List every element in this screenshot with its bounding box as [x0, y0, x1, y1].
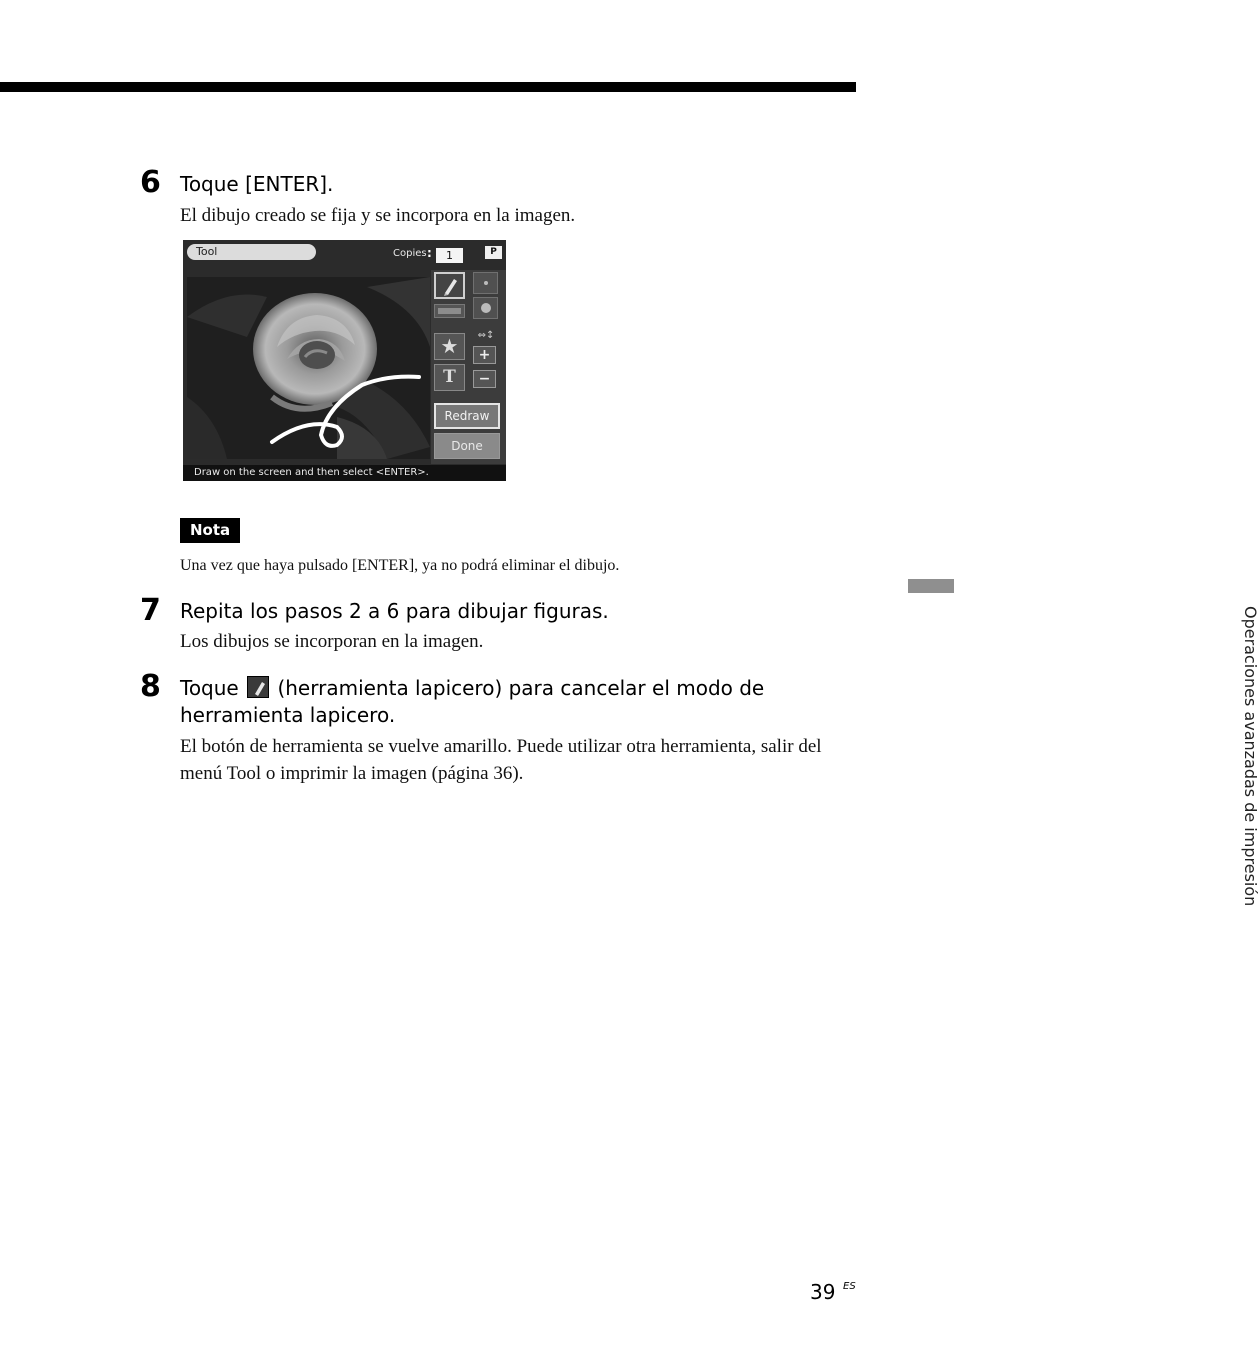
stamp-tool-button[interactable] — [434, 333, 465, 360]
page-language: ES — [843, 1281, 856, 1292]
step-8-number: 8 — [140, 669, 161, 704]
thick-line-button[interactable] — [473, 297, 498, 319]
small-dot-icon — [484, 281, 488, 285]
top-rule — [0, 82, 856, 92]
done-button[interactable]: Done — [434, 433, 500, 459]
tool-side-panel — [431, 270, 506, 464]
step-7-title: Repita los pasos 2 a 6 para dibujar figuras. — [180, 599, 609, 623]
reduce-button[interactable] — [473, 370, 496, 388]
large-dot-icon — [481, 303, 491, 313]
printer-screen-screenshot — [183, 240, 506, 481]
step-7-description: Los dibujos se incorporan en la imagen. — [180, 631, 484, 652]
thin-line-button[interactable] — [473, 272, 498, 294]
hint-bar: Draw on the screen and then select <ENTER>. — [183, 465, 506, 481]
minus-icon: − — [478, 371, 491, 387]
step-8-title — [180, 675, 820, 729]
rose-photo-with-drawing[interactable] — [187, 277, 430, 459]
section-tab-marker — [908, 579, 954, 593]
p-badge: P — [485, 246, 502, 259]
note-label: Nota — [180, 518, 240, 543]
text-tool-button[interactable] — [434, 364, 465, 391]
step-6-description: El dibujo creado se fija y se incorpora en la imagen. — [180, 205, 576, 226]
pen-tool-icon — [247, 676, 269, 698]
step-7-number: 7 — [140, 593, 161, 628]
step-8-title-end: (herramienta lapicero) para cancelar el modo de herramienta lapicero. — [180, 676, 765, 727]
step-6-title: Toque [ENTER]. — [180, 172, 334, 196]
pencil-icon — [436, 274, 463, 297]
step-6-number: 6 — [140, 165, 161, 200]
redraw-button[interactable]: Redraw — [434, 403, 500, 429]
page-number: 39 — [810, 1280, 836, 1304]
copies-colon: : — [427, 246, 432, 260]
copies-value[interactable]: 1 — [436, 248, 463, 263]
star-icon: ★ — [440, 334, 459, 358]
note-text: Una vez que haya pulsado [ENTER], ya no podrá eliminar el dibujo. — [180, 557, 620, 574]
tool-menu-label[interactable]: Tool — [187, 244, 316, 260]
text-icon: T — [443, 367, 456, 387]
step-8-title-start: Toque — [180, 676, 239, 700]
enlarge-button[interactable] — [473, 346, 496, 364]
eraser-tool-button[interactable] — [434, 304, 465, 318]
step-8-description: El botón de herramienta se vuelve amarillo. Puede utilizar otra herramienta, salir del menú Tool o imprimir la imagen (página 36). — [180, 736, 822, 784]
copies-label: Copies — [393, 248, 427, 259]
section-side-label: Operaciones avanzadas de impresión — [1241, 606, 1260, 907]
plus-icon: + — [478, 347, 491, 363]
resize-icon: ⇔↕ — [477, 330, 495, 341]
pen-tool-button[interactable] — [434, 272, 465, 299]
